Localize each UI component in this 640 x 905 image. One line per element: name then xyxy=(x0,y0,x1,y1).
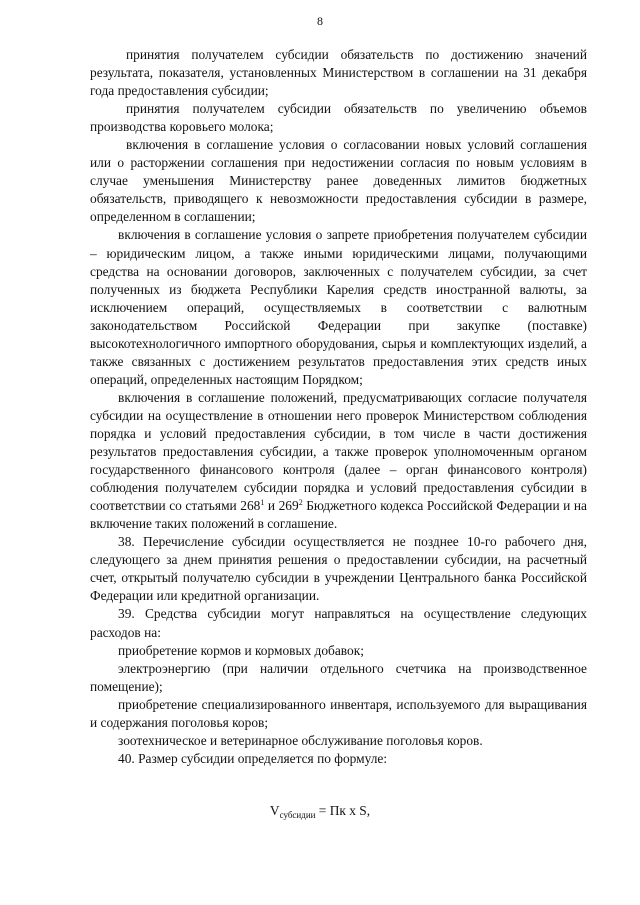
paragraph-inspections-consent xyxy=(90,389,587,533)
paragraph-text: включения в соглашение положений, предусматривающих согласие получателя субсидии на осуществление в отношении него проверок Министерством соблюдения порядка и условий предоставления субсидии, в том числе в части достижения результатов предоставления субсидии, а также проверок уполномоченным органом государственного финансового контроля (далее – орган финансового контроля) соблюдения получателем субсидии порядка и условий предоставления субсидии в соответствии со статьями 268 xyxy=(90,389,587,514)
superscript: 2 xyxy=(298,498,303,508)
superscript: 1 xyxy=(260,498,265,508)
paragraph-result-obligations: принятия получателем субсидии обязательств по достижению значений результата, показателя, установленных Министерством в соглашении на 31 декабря года предоставления субсидии; xyxy=(90,47,587,99)
paragraph-feed: приобретение кормов и кормовых добавок; xyxy=(118,642,364,658)
document-body xyxy=(90,46,587,768)
formula-rest: = Пк x S, xyxy=(315,803,371,818)
paragraph-electricity: электроэнергию (при наличии отдельного счетчика на производственное помещение); xyxy=(90,660,587,694)
paragraph-39-expenses: 39. Средства субсидии могут направляться на осуществление следующих расходов на: xyxy=(90,606,587,640)
paragraph-38-transfer: 38. Перечисление субсидии осуществляется не позднее 10-го рабочего дня, следующего за днем принятия решения о предоставлении субсидии, на расчетный счет, открытый получателю субсидии в учреждении Центрального банка Российской Федерации или кредитной организации. xyxy=(90,534,587,604)
paragraph-text: Бюджетного кодекса Российской Федерации и на включение таких положений в соглашение. xyxy=(90,498,587,532)
paragraph-agreement-conditions: включения в соглашение условия о согласовании новых условий соглашения или о расторжении соглашения при недостижении согласия по новым условиям в случае уменьшения Министерству ранее доведенных лимитов бюджетных обязательств, приводящего к невозможности предоставления субсидии в размере, определенном в соглашении; xyxy=(90,137,587,225)
paragraph-equipment: приобретение специализированного инвентаря, используемого для выращивания и содержания поголовья коров; xyxy=(90,696,587,730)
formula-subscript: субсидии xyxy=(279,810,316,820)
formula-v: V xyxy=(269,803,280,818)
paragraph-40-formula-intro: 40. Размер субсидии определяется по формуле: xyxy=(118,750,388,766)
paragraph-veterinary: зоотехническое и ветеринарное обслуживание поголовья коров. xyxy=(118,732,483,748)
paragraph-text: и 269 xyxy=(264,498,299,514)
subsidy-formula xyxy=(0,803,640,819)
paragraph-milk-production: принятия получателем субсидии обязательств по увеличению объемов производства коровьего молока; xyxy=(90,101,587,135)
page-number: 8 xyxy=(317,14,323,28)
paragraph-currency-prohibition: включения в соглашение условия о запрете приобретения получателем субсидии – юридическим лицом, а также иными юридическими лицами, получающими средства на основании договоров, заключенных с получателем субсидии, за счет полученных из бюджета Республики Карелия средств иностранной валюты, за исключением операций, осуществляемых в соответствии с валютным законодательством Российской Федерации при закупке (поставке) высокотехнологичного импортного оборудования, сырья и комплектующих изделий, а также связанных с достижением результатов предоставления этих средств иных операций, определенных настоящим Порядком; xyxy=(90,227,587,387)
